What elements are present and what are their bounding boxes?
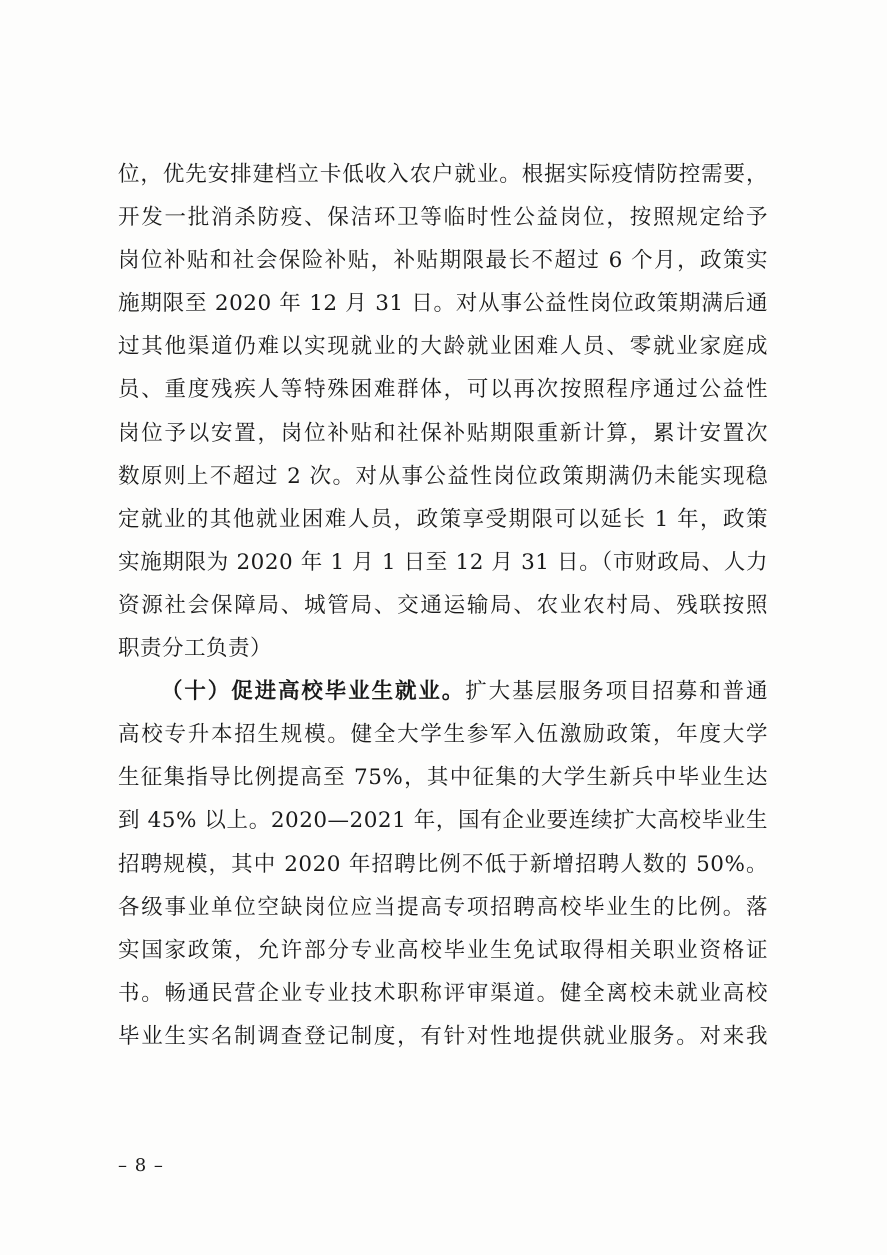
paragraph-line: 岗位予以安置，岗位补贴和社保补贴期限重新计算，累计安置次 — [118, 420, 768, 446]
paragraph-line: 位，优先安排建档立卡低收入农户就业。根据实际疫情防控需要， — [118, 162, 768, 187]
section-line: 毕业生实名制调查登记制度，有针对性地提供就业服务。对来我 — [118, 1023, 768, 1049]
paragraph-line: 数原则上不超过 2 次。对从事公益性岗位政策期满仍未能实现稳 — [118, 463, 768, 489]
document-body — [118, 153, 768, 1058]
section-line: 高校专升本招生规模。健全大学生参军入伍激励政策，年度大学 — [118, 722, 768, 748]
paragraph-line: 过其他渠道仍难以实现就业的大龄就业困难人员、零就业家庭成 — [118, 334, 768, 360]
paragraph-line: 员、重度残疾人等特殊困难群体，可以再次按照程序通过公益性 — [118, 377, 768, 403]
paragraph-line: 开发一批消杀防疫、保洁环卫等临时性公益岗位，按照规定给予 — [118, 205, 768, 231]
paragraph-line: 资源社会保障局、城管局、交通运输局、农业农村局、残联按照 — [118, 592, 768, 618]
section-first-line — [118, 670, 768, 713]
section-line: 各级事业单位空缺岗位应当提高专项招聘高校毕业生的比例。落 — [118, 894, 768, 920]
section-line: 到 45% 以上。2020—2021 年，国有企业要连续扩大高校毕业生 — [118, 808, 768, 834]
paragraph-line: 施期限至 2020 年 12 月 31 日。对从事公益性岗位政策期满后通 — [118, 291, 768, 317]
section-line: 实国家政策，允许部分专业高校毕业生免试取得相关职业资格证 — [118, 937, 768, 963]
paragraph-line: 岗位补贴和社会保险补贴，补贴期限最长不超过 6 个月，政策实 — [118, 248, 768, 274]
paragraph-line: 职责分工负责） — [118, 636, 273, 662]
section-line: 生征集指导比例提高至 75%，其中征集的大学生新兵中毕业生达 — [118, 765, 768, 791]
page-number: – 8 – — [118, 1155, 164, 1176]
paragraph-line: 定就业的其他就业困难人员，政策享受期限可以延长 1 年，政策 — [118, 506, 768, 532]
section-line: 书。畅通民营企业专业技术职称评审渠道。健全离校未就业高校 — [118, 980, 768, 1006]
section-heading: （十）促进高校毕业生就业。 — [161, 679, 466, 705]
paragraph-line: 实施期限为 2020 年 1 月 1 日至 12 月 31 日。（市财政局、人力 — [118, 549, 768, 575]
section-first-line-text: 扩大基层服务项目招募和普通 — [465, 679, 768, 705]
section-line: 招聘规模，其中 2020 年招聘比例不低于新增招聘人数的 50%。 — [118, 851, 768, 877]
